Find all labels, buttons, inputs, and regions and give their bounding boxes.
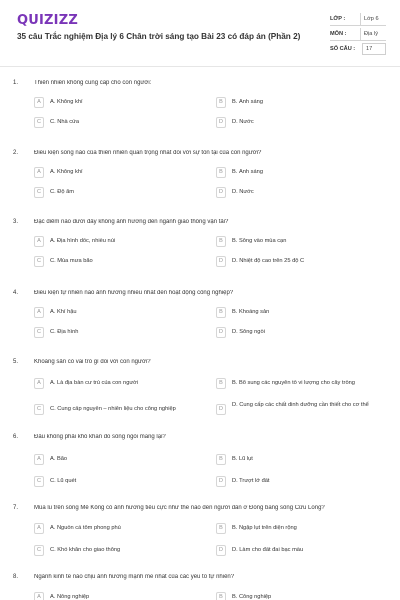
meta-subject-value: Địa lý bbox=[364, 31, 378, 37]
option-c[interactable] bbox=[34, 115, 206, 130]
question-text: Đâu không phải khó khăn do sông ngòi mang lại? bbox=[34, 434, 166, 440]
meta-class-label: LỚP : bbox=[330, 16, 346, 22]
option-b[interactable] bbox=[216, 452, 388, 467]
question-number: 2. bbox=[13, 150, 19, 156]
option-c[interactable] bbox=[34, 543, 206, 558]
option-text: B. Bổ sung các nguyên tố vi lượng cho cây trồng bbox=[232, 380, 355, 386]
option-d[interactable] bbox=[216, 185, 388, 200]
option-letter: A bbox=[34, 97, 44, 108]
option-letter: A bbox=[34, 454, 44, 465]
option-c[interactable] bbox=[34, 474, 206, 489]
option-text: A. Bão bbox=[50, 456, 68, 462]
option-letter: A bbox=[34, 307, 44, 318]
option-letter: A bbox=[34, 378, 44, 389]
option-text: D. Nước bbox=[232, 119, 254, 125]
option-a[interactable] bbox=[34, 305, 206, 320]
option-letter: A bbox=[34, 523, 44, 534]
option-text: A. Không khí bbox=[50, 169, 83, 175]
option-text: C. Địa hình bbox=[50, 329, 79, 335]
option-letter: C bbox=[34, 117, 44, 128]
option-d[interactable] bbox=[216, 115, 388, 130]
option-text: B. Lũ lụt bbox=[232, 456, 253, 462]
option-text: B. Ánh sáng bbox=[232, 99, 263, 105]
option-text: A. Nguồn cá tôm phong phú bbox=[50, 525, 121, 531]
option-a[interactable] bbox=[34, 590, 206, 600]
option-text: D. Nhiệt độ cao trên 25 độ C bbox=[232, 258, 305, 264]
option-text: C. Lũ quét bbox=[50, 478, 77, 484]
option-d[interactable] bbox=[216, 254, 388, 269]
option-letter: B bbox=[216, 378, 226, 389]
option-letter: D bbox=[216, 476, 226, 487]
option-letter: C bbox=[34, 476, 44, 487]
option-d[interactable] bbox=[216, 543, 388, 558]
option-b[interactable] bbox=[216, 376, 388, 391]
option-letter: A bbox=[34, 592, 44, 600]
option-text: C. Độ ẩm bbox=[50, 189, 75, 195]
option-letter: D bbox=[216, 187, 226, 198]
option-b[interactable] bbox=[216, 590, 388, 600]
question-text: Thiên nhiên không cung cấp cho con người: bbox=[34, 80, 152, 86]
option-letter: D bbox=[216, 117, 226, 128]
option-d[interactable] bbox=[216, 402, 388, 417]
option-letter: B bbox=[216, 592, 226, 600]
meta-class-value: Lớp 6 bbox=[364, 16, 379, 22]
option-text: D. Cung cấp các chất dinh dưỡng cần thiết cho cơ thể bbox=[232, 402, 369, 408]
option-a[interactable] bbox=[34, 376, 206, 391]
option-letter: C bbox=[34, 545, 44, 556]
option-b[interactable] bbox=[216, 521, 388, 536]
question-text: Đặc điểm nào dưới đây không ảnh hưởng đến ngành giao thông vận tải? bbox=[34, 219, 229, 225]
option-letter: B bbox=[216, 307, 226, 318]
option-letter: D bbox=[216, 545, 226, 556]
option-text: A. Không khí bbox=[50, 99, 83, 105]
meta-subject-label: MÔN : bbox=[330, 31, 347, 37]
option-letter: D bbox=[216, 404, 226, 415]
option-letter: B bbox=[216, 236, 226, 247]
meta-class-row bbox=[330, 13, 386, 26]
option-text: D. Sông ngòi bbox=[232, 329, 265, 335]
option-c[interactable] bbox=[34, 185, 206, 200]
option-text: C. Cung cấp nguyên – nhiên liệu cho công nghiệp bbox=[50, 406, 176, 412]
option-letter: C bbox=[34, 187, 44, 198]
question-text: Điều kiện sống nào của thiên nhiên quan trọng nhất đối với sự tồn tại của con người? bbox=[34, 150, 262, 156]
question-number: 5. bbox=[13, 359, 19, 365]
option-text: D. Làm cho đất đai bạc màu bbox=[232, 547, 304, 553]
option-text: C. Nhà cửa bbox=[50, 119, 80, 125]
option-a[interactable] bbox=[34, 234, 206, 249]
option-a[interactable] bbox=[34, 165, 206, 180]
option-a[interactable] bbox=[34, 521, 206, 536]
option-letter: D bbox=[216, 327, 226, 338]
option-b[interactable] bbox=[216, 234, 388, 249]
question-number: 8. bbox=[13, 574, 19, 580]
page-title: 35 câu Trắc nghiệm Địa lý 6 Chân trời sáng tạo Bài 23 có đáp án (Phần 2) bbox=[17, 32, 301, 41]
option-b[interactable] bbox=[216, 305, 388, 320]
option-text: C. Mùa mưa bão bbox=[50, 258, 93, 264]
question-number: 6. bbox=[13, 434, 19, 440]
question-text: Khoáng sản có vai trò gì đối với con người? bbox=[34, 359, 151, 365]
question-number: 4. bbox=[13, 290, 19, 296]
option-letter: B bbox=[216, 523, 226, 534]
option-d[interactable] bbox=[216, 474, 388, 489]
option-a[interactable] bbox=[34, 95, 206, 110]
option-letter: B bbox=[216, 97, 226, 108]
meta-subject-row bbox=[330, 28, 386, 41]
meta-count-row bbox=[330, 43, 386, 56]
option-letter: B bbox=[216, 454, 226, 465]
option-b[interactable] bbox=[216, 165, 388, 180]
header-divider bbox=[0, 66, 400, 67]
option-text: C. Khó khăn cho giao thông bbox=[50, 547, 121, 553]
question-number: 3. bbox=[13, 219, 19, 225]
option-c[interactable] bbox=[34, 325, 206, 340]
option-a[interactable] bbox=[34, 452, 206, 467]
option-letter: A bbox=[34, 236, 44, 247]
option-text: B. Ánh sáng bbox=[232, 169, 263, 175]
option-letter: A bbox=[34, 167, 44, 178]
option-text: A. Là địa bàn cư trú của con người bbox=[50, 380, 139, 386]
option-text: A. Địa hình dốc, nhiều núi bbox=[50, 238, 116, 244]
option-text: A. Nông nghiệp bbox=[50, 594, 90, 600]
option-text: D. Trượt lở đất bbox=[232, 478, 270, 484]
meta-count-label: SỐ CÂU : bbox=[330, 46, 356, 52]
worksheet-header bbox=[0, 0, 400, 66]
option-text: B. Công nghiệp bbox=[232, 594, 272, 600]
option-letter: C bbox=[34, 404, 44, 415]
option-text: B. Khoáng sản bbox=[232, 309, 270, 315]
option-c[interactable] bbox=[34, 402, 206, 417]
question-text: Ngành kinh tế nào chịu ảnh hưởng mạnh mẽ nhất của các yếu tố tự nhiên? bbox=[34, 574, 235, 580]
question-number: 1. bbox=[13, 80, 19, 86]
question-text: Mùa lũ trên sông Mê Kông có ảnh hưởng tiêu cực như thế nào đến người dân ở Đồng bằng sông Cửu Long? bbox=[34, 505, 325, 511]
question-text: Điều kiện tự nhiên nào ảnh hưởng nhiều nhất đến hoạt động công nghiệp? bbox=[34, 290, 234, 296]
option-letter: C bbox=[34, 327, 44, 338]
option-text: B. Sông vào mùa cạn bbox=[232, 238, 287, 244]
question-number: 7. bbox=[13, 505, 19, 511]
option-c[interactable] bbox=[34, 254, 206, 269]
option-letter: B bbox=[216, 167, 226, 178]
option-d[interactable] bbox=[216, 325, 388, 340]
meta-count-value: 17 bbox=[366, 46, 373, 52]
option-letter: C bbox=[34, 256, 44, 267]
option-text: D. Nước bbox=[232, 189, 254, 195]
quizizz-logo: QUIZIZZ bbox=[17, 13, 78, 28]
option-b[interactable] bbox=[216, 95, 388, 110]
option-letter: D bbox=[216, 256, 226, 267]
option-text: B. Ngập lụt trên diện rộng bbox=[232, 525, 297, 531]
option-text: A. Khí hậu bbox=[50, 309, 77, 315]
